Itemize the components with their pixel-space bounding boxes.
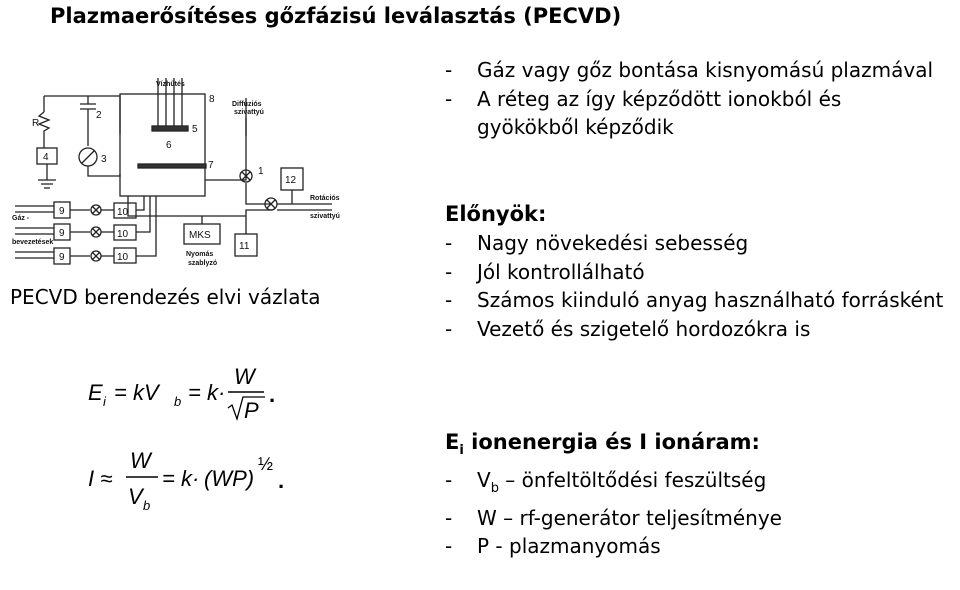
list-item: - Számos kiinduló anyag használható forrásként xyxy=(445,286,945,315)
box-number-4: 4 xyxy=(43,152,49,163)
formula1-eq1: = kV xyxy=(114,380,159,405)
box-number-12: 12 xyxy=(285,175,297,186)
diffusion-pump-label-2: szivattyú xyxy=(234,109,264,116)
rotary-pump-label: Rotációs xyxy=(310,195,340,202)
list-item: - Nagy növekedési sebesség xyxy=(445,229,945,258)
ion-heading-e: E xyxy=(445,430,460,454)
vb-symbol: V xyxy=(477,468,491,493)
vb-sub: b xyxy=(490,481,499,497)
meter-number: 3 xyxy=(101,154,107,165)
list-item: - W – rf-generátor teljesítménye xyxy=(445,504,945,533)
formula2-end: . xyxy=(278,468,285,493)
box-number-10b: 10 xyxy=(117,229,129,240)
formula1-vb-sub: b xyxy=(174,394,182,409)
substrate-number-6: 6 xyxy=(166,140,172,151)
list-item xyxy=(445,466,945,504)
list-item: - Vezető és szigetelő hordozókra is xyxy=(445,315,945,344)
formula2-denominator: V xyxy=(128,484,143,509)
capacitor-number: 2 xyxy=(96,110,102,121)
formula1-lhs: E xyxy=(88,380,103,405)
intro-list xyxy=(445,56,945,142)
formula1-denominator: P xyxy=(244,398,259,423)
formula1-numerator: W xyxy=(234,364,255,389)
list-item: - Gáz vagy gőz bontása kisnyomású plazmával xyxy=(445,56,945,85)
formula2-eq: = k· xyxy=(162,466,200,491)
list-item: - P - plazmanyomás xyxy=(445,532,945,561)
ion-list xyxy=(445,466,945,561)
resistor-label: R xyxy=(32,118,40,129)
box-number-9b: 9 xyxy=(59,228,65,239)
formula1-end: . xyxy=(269,382,276,407)
box-number-10a: 10 xyxy=(117,207,129,218)
ion-current-formula xyxy=(86,448,306,514)
ion-heading-rest: ionenergia és I ionáram: xyxy=(463,430,760,454)
ion-section xyxy=(445,427,945,561)
ion-heading-sub: i xyxy=(459,443,464,459)
ion-heading xyxy=(445,427,945,466)
list-item: - Jól kontrollálható xyxy=(445,258,945,287)
formula1-lhs-sub: i xyxy=(103,394,106,409)
advantages-section xyxy=(445,199,945,343)
pressure-label: Nyomás xyxy=(186,251,214,258)
pressure-label-2: szablyzó xyxy=(188,260,218,267)
electrode-number-5: 5 xyxy=(192,124,198,135)
formula2-paren: (WP) xyxy=(204,466,255,491)
box-number-9c: 9 xyxy=(59,252,65,263)
formula2-denominator-sub: b xyxy=(143,498,151,513)
water-cooling-label: Vízhűtés xyxy=(156,81,185,88)
formula2-numerator: W xyxy=(130,448,151,473)
rotary-pump-label-2: szivattyú xyxy=(310,213,340,220)
vb-description: – önfeltöltődési feszültség xyxy=(498,468,767,493)
gas-inlet-label-2: bevezetések xyxy=(12,239,54,246)
box-number-9a: 9 xyxy=(59,206,65,217)
formula2-exponent: ½ xyxy=(258,454,274,474)
advantages-heading: Előnyök: xyxy=(445,202,547,226)
ion-energy-formula xyxy=(86,362,296,424)
mks-label: MKS xyxy=(189,230,211,241)
valve-number-1: 1 xyxy=(258,166,264,177)
intro-section xyxy=(445,56,945,142)
electrode-number-7: 7 xyxy=(208,160,214,171)
box-number-11: 11 xyxy=(239,241,250,252)
diagram-caption: PECVD berendezés elvi vázlata xyxy=(10,285,321,309)
page-title: Plazmaerősítéses gőzfázisú leválasztás (PECVD) xyxy=(50,4,622,28)
gas-inlet-label: Gáz - xyxy=(12,215,30,222)
box-number-10c: 10 xyxy=(117,252,129,263)
chamber-number-8: 8 xyxy=(209,94,215,105)
pecvd-schematic-diagram xyxy=(10,76,380,272)
formula2-lhs: I ≈ xyxy=(88,466,113,491)
diffusion-pump-label: Diffúziós xyxy=(232,101,262,108)
list-item: - A réteg az így képződött ionokból és gyökökből képződik xyxy=(445,85,945,142)
formula1-eq2: = k· xyxy=(188,380,226,405)
advantages-list xyxy=(445,229,945,343)
